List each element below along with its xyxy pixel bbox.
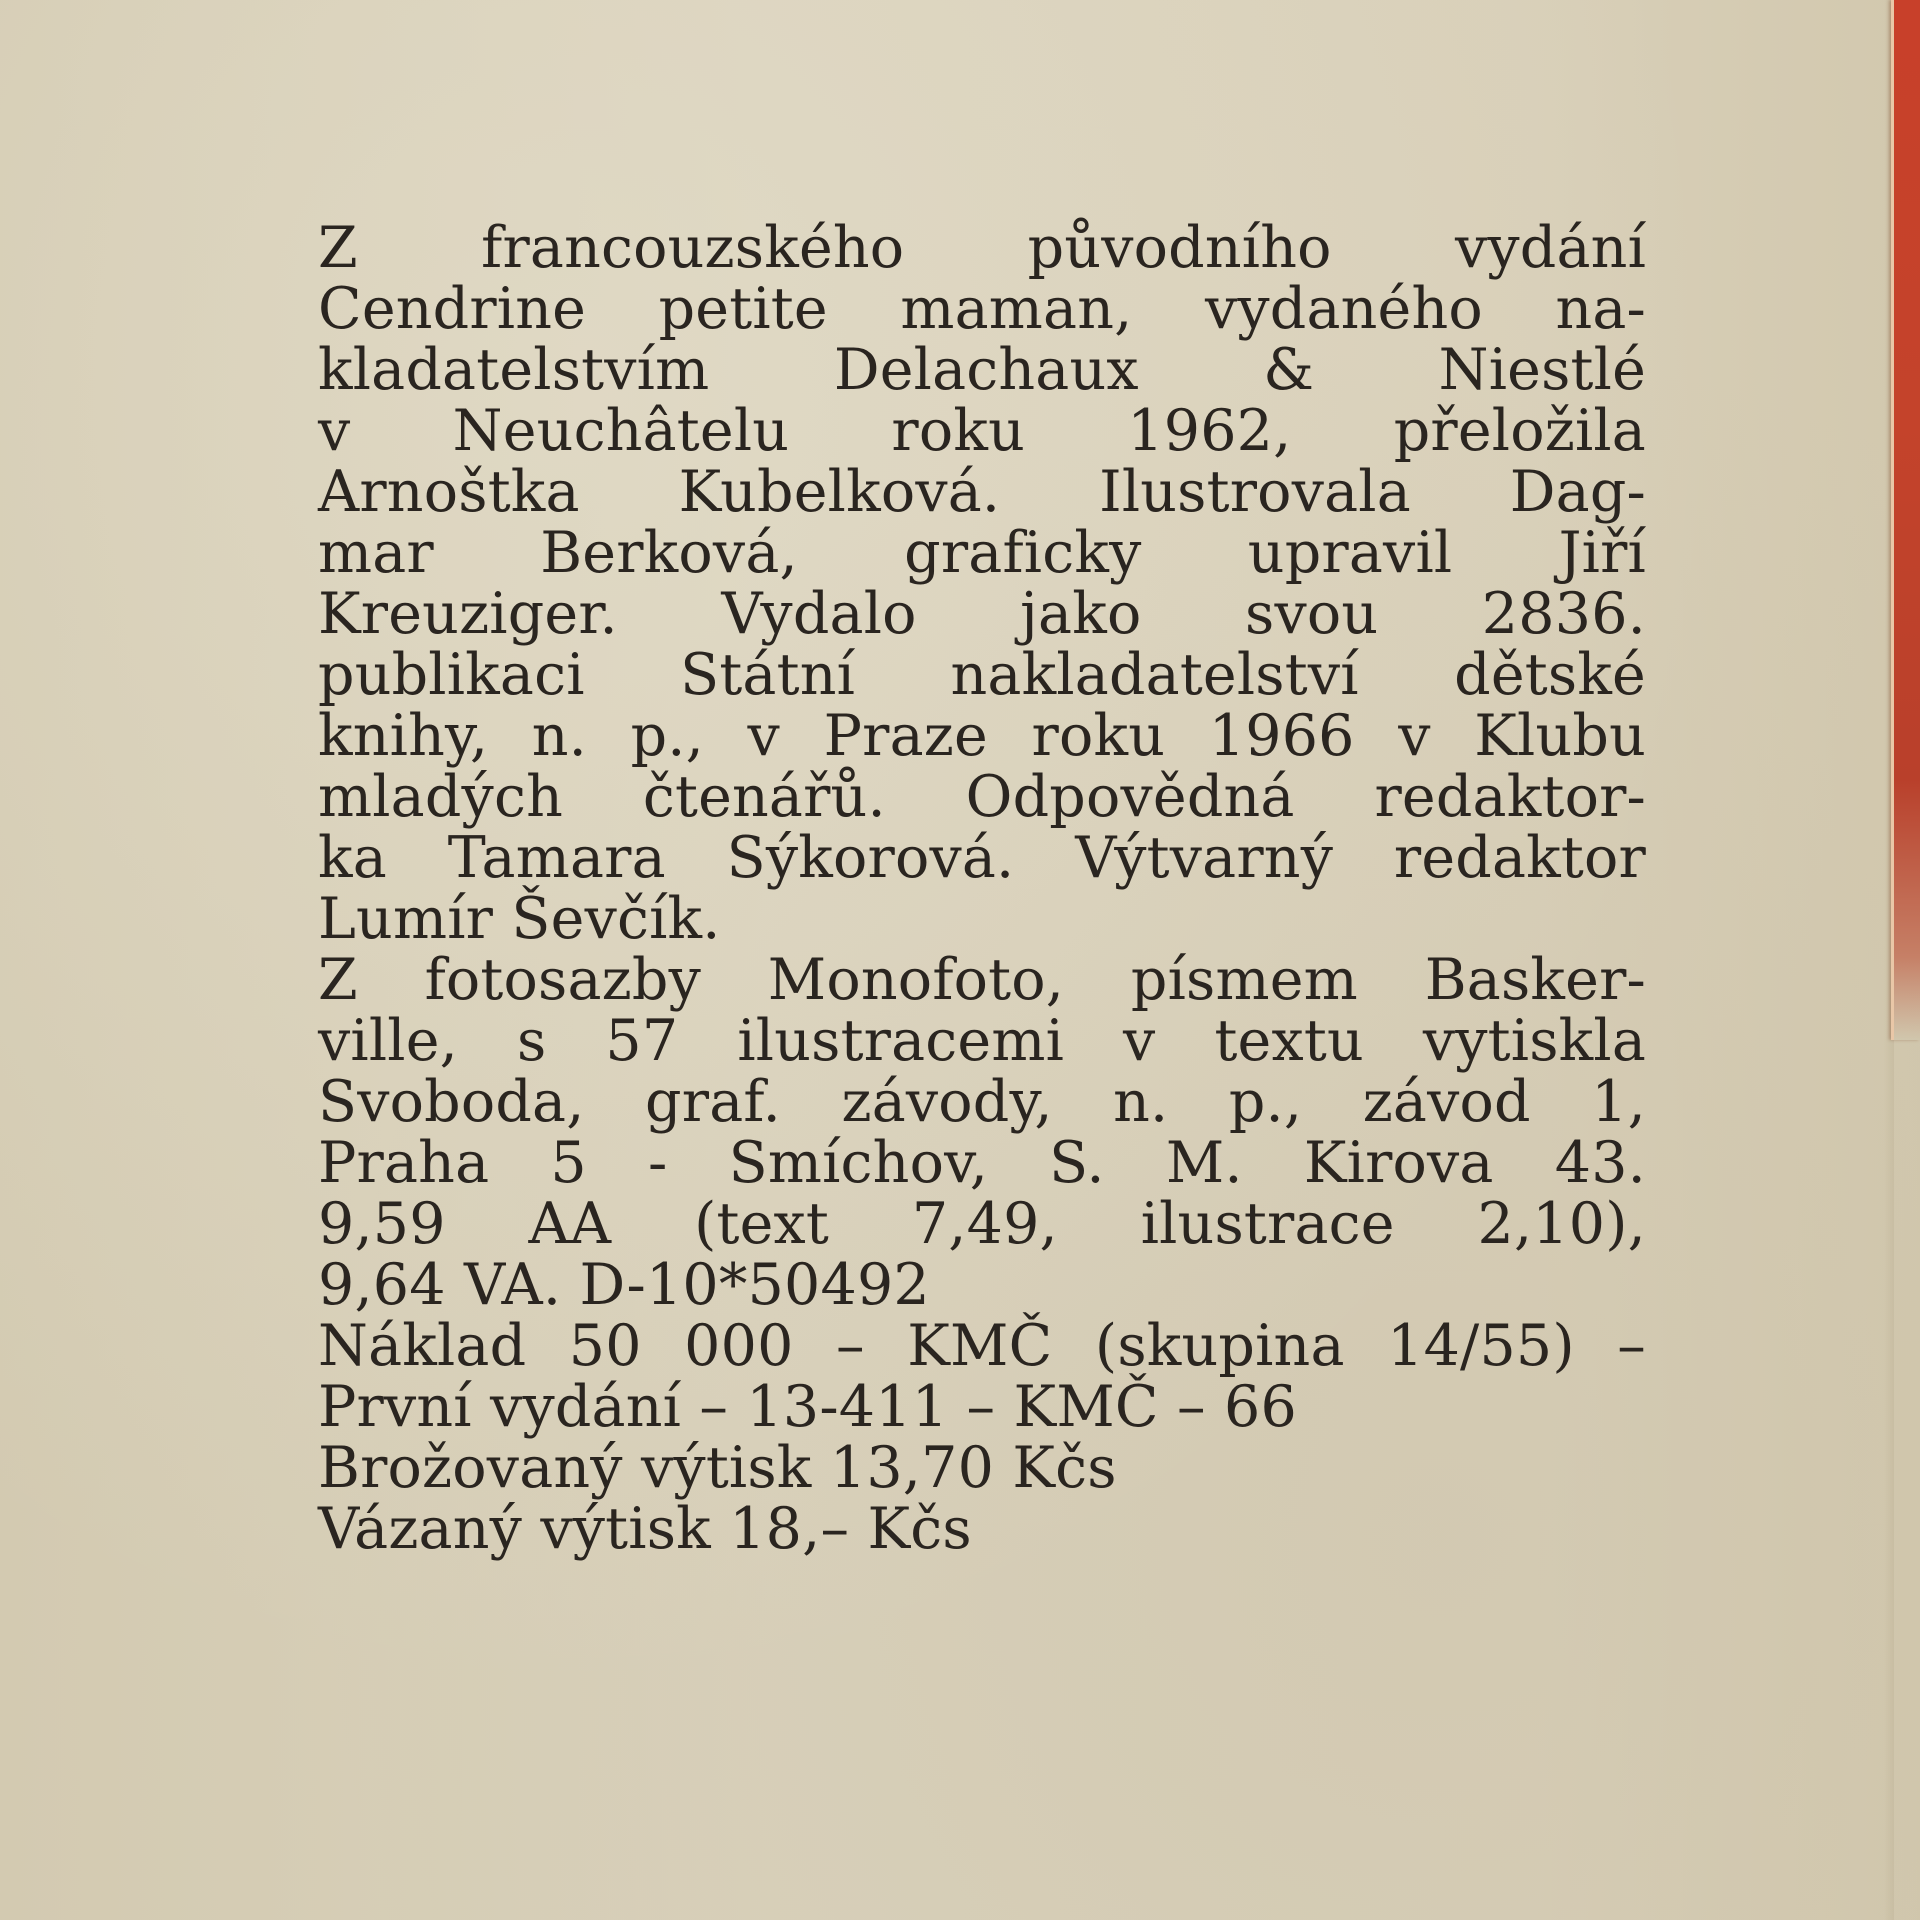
text-line: knihy, n. p., v Praze roku 1966 v Klubu	[318, 703, 1646, 769]
text-line: Z fotosazby Monofoto, písmem Basker-	[318, 947, 1646, 1013]
text-line: Praha 5 - Smíchov, S. M. Kirova 43.	[318, 1130, 1646, 1196]
text-line: Z francouzského původního vydání	[318, 215, 1646, 281]
text-line: publikaci Státní nakladatelství dětské	[318, 642, 1646, 708]
text-line: ville, s 57 ilustracemi v textu vytiskla	[318, 1008, 1646, 1074]
text-line: v Neuchâtelu roku 1962, přeložila	[318, 398, 1646, 464]
colophon-text	[318, 215, 1646, 1562]
text-line: Cendrine petite maman, vydaného na-	[318, 276, 1646, 342]
print-run-line: Náklad 50 000 – KMČ (skupina 14/55) –	[318, 1313, 1646, 1379]
text-line: 9,59 AA (text 7,49, ilustrace 2,10),	[318, 1191, 1646, 1257]
text-line: Kreuziger. Vydalo jako svou 2836.	[318, 581, 1646, 647]
colophon-paragraph-3	[318, 1313, 1646, 1562]
text-line: kladatelstvím Delachaux & Niestlé	[318, 337, 1646, 403]
paperback-price-line: Brožovaný výtisk 13,70 Kčs	[318, 1435, 1117, 1501]
text-line: ka Tamara Sýkorová. Výtvarný redaktor	[318, 825, 1646, 891]
colophon-paragraph-1	[318, 215, 1646, 952]
text-line: Lumír Ševčík.	[318, 886, 721, 952]
hardcover-price-line: Vázaný výtisk 18,– Kčs	[318, 1496, 972, 1562]
text-line: mar Berková, graficky upravil Jiří	[318, 520, 1646, 586]
edition-line: První vydání – 13-411 – KMČ – 66	[318, 1374, 1297, 1440]
text-line: mladých čtenářů. Odpovědná redaktor-	[318, 764, 1646, 830]
text-line: 9,64 VA. D-10*50492	[318, 1252, 930, 1318]
red-cover-edge	[1891, 0, 1920, 1040]
colophon-paragraph-2	[318, 947, 1646, 1318]
text-line: Svoboda, graf. závody, n. p., závod 1,	[318, 1069, 1646, 1135]
text-line: Arnoštka Kubelková. Ilustrovala Dag-	[318, 459, 1646, 525]
